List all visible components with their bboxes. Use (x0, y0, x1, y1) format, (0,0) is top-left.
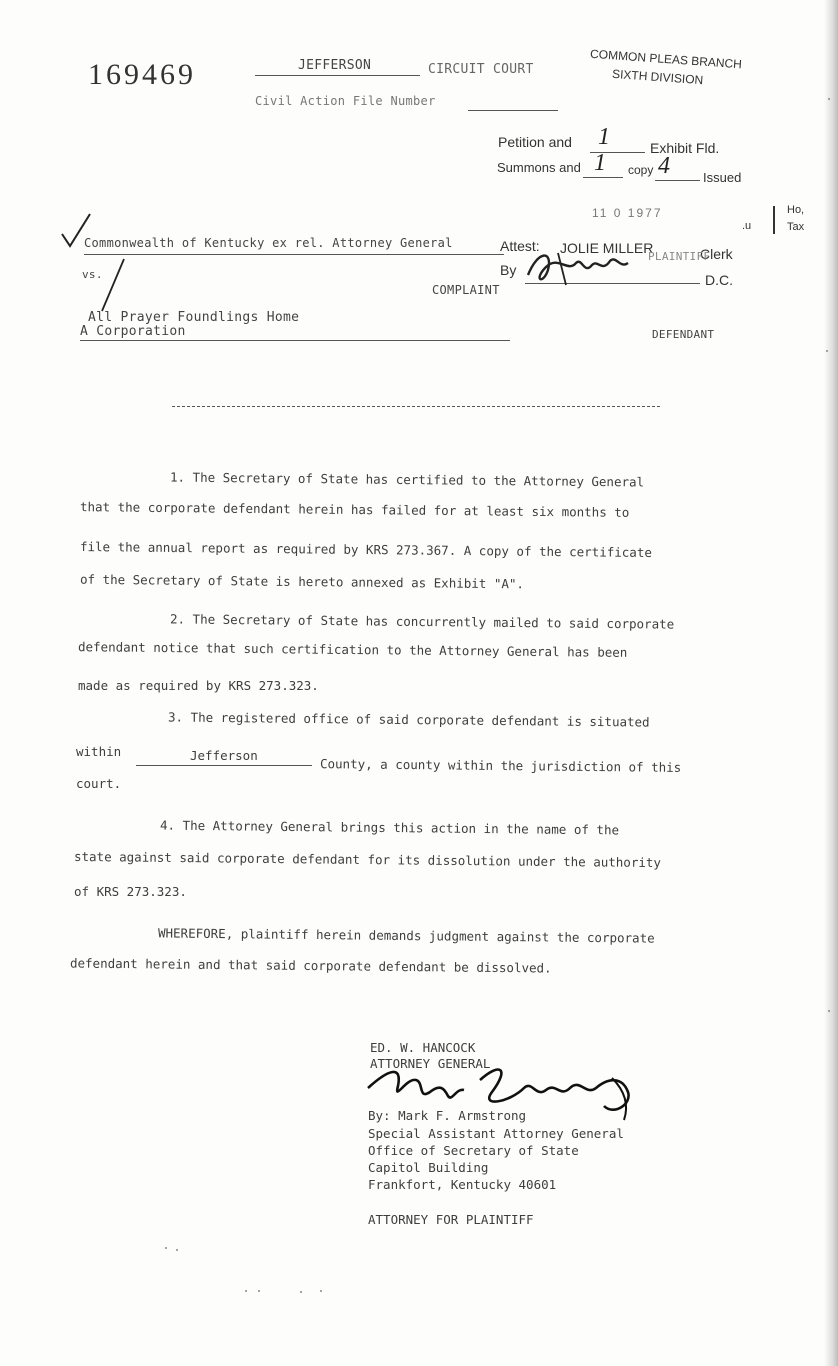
paragraph-1-line-2: that the corporate defendant herein has failed for at least six months to (79, 499, 630, 520)
plaintiff-role: PLAINTIFF (648, 250, 711, 263)
court-name: CIRCUIT COURT (428, 62, 534, 77)
copy-label: copy (628, 163, 654, 177)
paragraph-1-line-3: file the annual report as required by KRS 273.367. A copy of the certificate (79, 539, 653, 560)
by-label: By (500, 262, 517, 278)
paragraph-1-line-4: of the Secretary of State is hereto annexed as Exhibit "A". (79, 571, 525, 592)
defendant-line-1: All Prayer Foundlings Home (88, 310, 300, 325)
defendant-underline (80, 340, 510, 341)
issued-label: Issued (703, 170, 742, 185)
summons-number: 1 (594, 150, 606, 176)
scan-speck (165, 1247, 167, 1249)
summons-blank (583, 177, 623, 178)
margin-mark: .u (742, 220, 752, 232)
petition-number: 1 (598, 124, 610, 150)
clerk-label: Clerk (700, 246, 733, 262)
petition-label: Petition and (498, 134, 572, 150)
attest-label: Attest: (500, 238, 540, 254)
paragraph-1-line-1: 1. The Secretary of State has certified to the Attorney General (169, 469, 645, 490)
signer-office: Office of Secretary of State (368, 1143, 579, 1158)
scan-speck (176, 1249, 178, 1251)
paragraph-2-line-3: made as required by KRS 273.323. (78, 678, 319, 693)
paragraph-5-line-2: defendant herein and that said corporate defendant be dissolved. (69, 955, 552, 976)
dc-label: D.C. (705, 272, 733, 288)
clerk-name: JOLIE MILLER (560, 240, 654, 256)
attorney-for-plaintiff: ATTORNEY FOR PLAINTIFF (368, 1212, 534, 1227)
paragraph-3-line-1: 3. The registered office of said corporate defendant is situated (167, 709, 650, 730)
scan-speck (245, 1290, 247, 1292)
scan-speck (258, 1290, 260, 1292)
complaint-label: COMPLAINT (432, 283, 500, 297)
margin-note-2: Tax (787, 221, 805, 233)
check-mark-2 (98, 255, 128, 315)
scan-speck (320, 1290, 322, 1292)
exhibit-label: Exhibit Fld. (650, 140, 720, 156)
paragraph-4-line-3: of KRS 273.323. (74, 884, 187, 899)
plaintiff-name: Commonwealth of Kentucky ex rel. Attorney General (84, 236, 453, 250)
deputy-signature (518, 245, 638, 290)
county-underline (255, 75, 420, 76)
defendant-line-2: A Corporation (80, 324, 186, 339)
county-name: JEFFERSON (298, 58, 372, 73)
paragraph-3-line-3: court. (76, 776, 122, 791)
civil-action-label: Civil Action File Number (255, 94, 436, 108)
stamp-line-1: COMMON PLEAS BRANCH (589, 46, 743, 72)
summons-label: Summons and (497, 160, 581, 175)
file-number: 169469 (88, 58, 196, 91)
defendant-role: DEFENDANT (652, 328, 715, 341)
margin-note-1: Ho, (787, 204, 805, 216)
scan-edge-shadow (824, 0, 838, 1366)
date-stamp: 11 0 1977 (592, 206, 663, 220)
paragraph-4-line-1: 4. The Attorney General brings this action in the name of the (159, 817, 620, 838)
signer-title: Special Assistant Attorney General (368, 1126, 624, 1141)
county-blank (136, 765, 312, 766)
attorney-general-name: ED. W. HANCOCK (370, 1040, 476, 1055)
civil-action-underline (468, 110, 558, 111)
paragraph-2-line-2: defendant notice that such certification to the Attorney General has been (77, 639, 628, 660)
attorney-general-title: ATTORNEY GENERAL (370, 1056, 491, 1071)
plaintiff-underline (84, 254, 504, 255)
vs-label: vs. (82, 268, 103, 281)
paragraph-3-within: within (76, 744, 122, 759)
paragraph-4-line-2: state against said corporate defendant for its dissolution under the authority (73, 848, 662, 871)
paragraph-3-county: Jefferson (190, 748, 258, 763)
paragraph-3-rest: County, a county within the jurisdiction of this (319, 756, 682, 775)
signer-by-line: By: Mark F. Armstrong (368, 1108, 527, 1123)
scan-speck (300, 1291, 302, 1293)
copy-blank (655, 180, 700, 181)
signer-city: Frankfort, Kentucky 40601 (368, 1177, 557, 1192)
caption-divider (172, 406, 660, 407)
copy-number: 4 (658, 153, 670, 179)
paragraph-5-line-1: WHEREFORE, plaintiff herein demands judgment against the corporate (157, 925, 655, 946)
scan-speck (828, 98, 830, 100)
scan-speck (828, 1010, 830, 1012)
scan-speck (826, 350, 828, 352)
margin-bar (773, 206, 775, 234)
signer-building: Capitol Building (368, 1160, 489, 1175)
stamp-line-2: SIXTH DIVISION (611, 66, 704, 88)
paragraph-2-line-1: 2. The Secretary of State has concurrently mailed to said corporate (169, 611, 675, 632)
